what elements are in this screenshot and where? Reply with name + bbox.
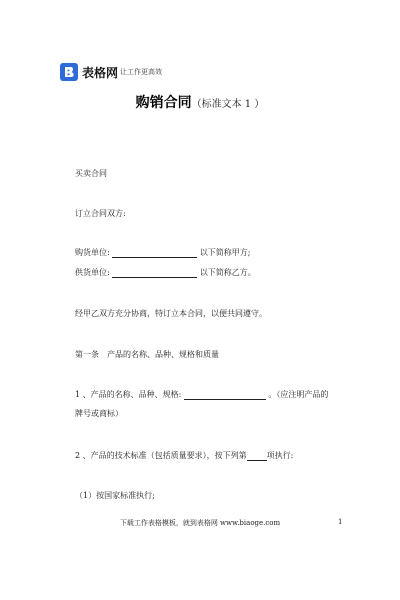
parties-heading: 订立合同双方: bbox=[75, 209, 126, 218]
brand-tagline: 让工作更高效 bbox=[120, 68, 162, 76]
document-title bbox=[0, 92, 400, 112]
agreement-line: 经甲乙双方充分协商，特订立本合同，以便共同遵守。 bbox=[75, 309, 267, 318]
title-sub: （标准文本 1 ） bbox=[191, 99, 265, 110]
item-one-continuation: 牌号或商标） bbox=[75, 409, 123, 418]
title-main: 购销合同 bbox=[135, 95, 192, 111]
buyer-blank[interactable] bbox=[112, 248, 197, 258]
item-two-line bbox=[75, 450, 293, 461]
page-number: 1 bbox=[338, 518, 343, 526]
item-one-prefix: 1 、产品的名称、品种、规格: bbox=[75, 390, 182, 399]
supplier-blank[interactable] bbox=[112, 268, 197, 278]
supplier-line bbox=[75, 267, 256, 278]
item-one-line bbox=[75, 389, 328, 400]
item-two-prefix: 2 、产品的技术标准（包括质量要求），按下列第 bbox=[75, 451, 247, 460]
supplier-label: 供货单位: bbox=[75, 268, 110, 277]
standard-number-blank[interactable] bbox=[247, 451, 267, 461]
buyer-line bbox=[75, 247, 251, 258]
buyer-label: 购货单位: bbox=[75, 248, 110, 257]
item-three-line: （1）按国家标准执行; bbox=[75, 491, 155, 500]
page-footer: 下载工作表格模板，就到表格网 www.biaoge.com bbox=[119, 519, 281, 527]
contract-type-line: 买卖合同 bbox=[75, 169, 107, 178]
product-name-blank[interactable] bbox=[184, 390, 266, 400]
buyer-suffix: 以下简称甲方; bbox=[199, 248, 251, 257]
brand-logo-icon bbox=[60, 63, 78, 81]
item-two-suffix: 项执行: bbox=[266, 451, 294, 460]
article-one-heading: 第一条 产品的名称、品种、规格和质量 bbox=[75, 350, 219, 359]
brand-name: 表格网 bbox=[82, 66, 119, 80]
item-one-suffix: 。（应注明产品的 bbox=[268, 390, 329, 399]
supplier-suffix: 以下简称乙方。 bbox=[199, 268, 256, 277]
